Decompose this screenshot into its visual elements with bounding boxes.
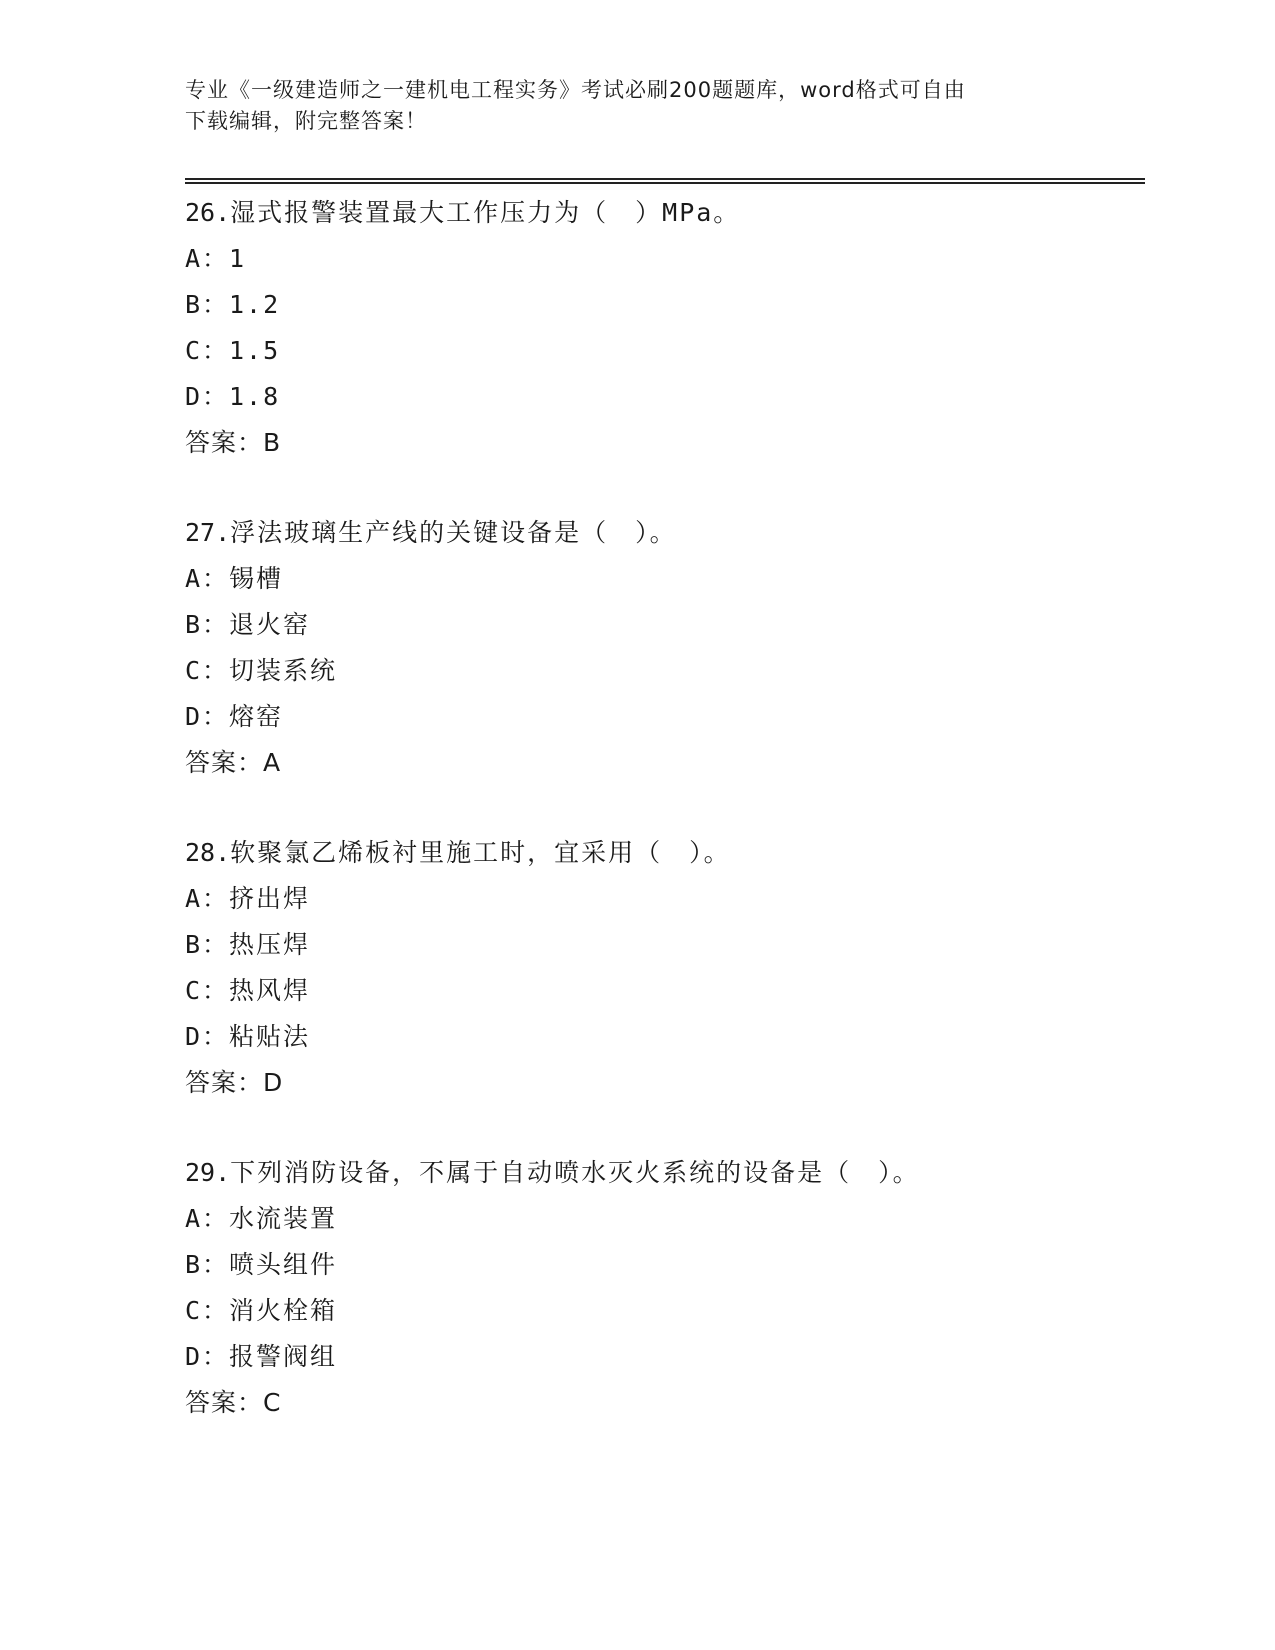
- option-text: 水流装置: [229, 1204, 338, 1233]
- option-d: [185, 694, 1145, 740]
- option-text: 切装系统: [229, 656, 338, 685]
- option-text: 粘贴法: [229, 1022, 311, 1051]
- header-divider: [185, 178, 1145, 183]
- question-stem: [185, 1150, 1145, 1196]
- question-stem: [185, 510, 1145, 556]
- option-key: D：: [185, 382, 230, 411]
- option-text: 喷头组件: [229, 1250, 338, 1279]
- question-number: 29.: [185, 1158, 231, 1187]
- question-number: 27.: [185, 518, 231, 547]
- option-key: D：: [185, 1022, 230, 1051]
- question-number: 26.: [185, 198, 231, 227]
- option-a: [185, 556, 1145, 602]
- question-27: [185, 510, 1145, 786]
- option-text: 报警阀组: [229, 1342, 338, 1371]
- question-stem: [185, 830, 1145, 876]
- option-d: [185, 374, 1145, 420]
- answer-line: 答案：A: [185, 748, 282, 777]
- option-c: [185, 1288, 1145, 1334]
- question-text: 湿式报警装置最大工作压力为（ ）MPa。: [230, 198, 741, 227]
- question-text: 软聚氯乙烯板衬里施工时，宜采用（ ）。: [230, 838, 731, 867]
- option-key: A：: [185, 244, 230, 273]
- option-text: 1.5: [229, 336, 281, 365]
- header-line-2: 下载编辑，附完整答案！: [185, 109, 427, 133]
- option-b: [185, 282, 1145, 328]
- option-key: B：: [185, 290, 230, 319]
- question-list: [185, 190, 1145, 1470]
- option-b: [185, 602, 1145, 648]
- option-text: 消火栓箱: [229, 1296, 338, 1325]
- option-text: 退火窑: [229, 610, 311, 639]
- question-26: [185, 190, 1145, 466]
- option-text: 熔窑: [229, 702, 284, 731]
- option-key: C：: [185, 976, 230, 1005]
- question-stem: [185, 190, 1145, 236]
- option-text: 1.2: [229, 290, 281, 319]
- option-a: [185, 876, 1145, 922]
- option-a: [185, 236, 1145, 282]
- option-d: [185, 1014, 1145, 1060]
- question-text: 下列消防设备，不属于自动喷水灭火系统的设备是（ ）。: [230, 1158, 920, 1187]
- option-key: B：: [185, 930, 230, 959]
- option-key: A：: [185, 564, 230, 593]
- option-c: [185, 648, 1145, 694]
- option-c: [185, 328, 1145, 374]
- option-d: [185, 1334, 1145, 1380]
- option-text: 热压焊: [229, 930, 311, 959]
- option-key: A：: [185, 1204, 230, 1233]
- answer-line: 答案：D: [185, 1068, 284, 1097]
- option-a: [185, 1196, 1145, 1242]
- option-text: 1: [229, 244, 247, 273]
- option-key: B：: [185, 610, 230, 639]
- answer-line: 答案：B: [185, 428, 282, 457]
- question-text: 浮法玻璃生产线的关键设备是（ ）。: [230, 518, 677, 547]
- header-line-1: 专业《一级建造师之一建机电工程实务》考试必刷200题题库，word格式可自由: [185, 78, 966, 102]
- question-number: 28.: [185, 838, 231, 867]
- option-text: 热风焊: [229, 976, 311, 1005]
- option-key: C：: [185, 656, 230, 685]
- option-text: 锡槽: [229, 564, 284, 593]
- option-key: A：: [185, 884, 230, 913]
- option-key: D：: [185, 702, 230, 731]
- option-key: C：: [185, 336, 230, 365]
- option-b: [185, 1242, 1145, 1288]
- option-text: 挤出焊: [229, 884, 311, 913]
- question-28: [185, 830, 1145, 1106]
- option-key: D：: [185, 1342, 230, 1371]
- answer-line: 答案：C: [185, 1388, 282, 1417]
- option-b: [185, 922, 1145, 968]
- question-29: [185, 1150, 1145, 1426]
- option-key: B：: [185, 1250, 230, 1279]
- option-c: [185, 968, 1145, 1014]
- option-key: C：: [185, 1296, 230, 1325]
- option-text: 1.8: [229, 382, 281, 411]
- document-header: [185, 75, 1065, 137]
